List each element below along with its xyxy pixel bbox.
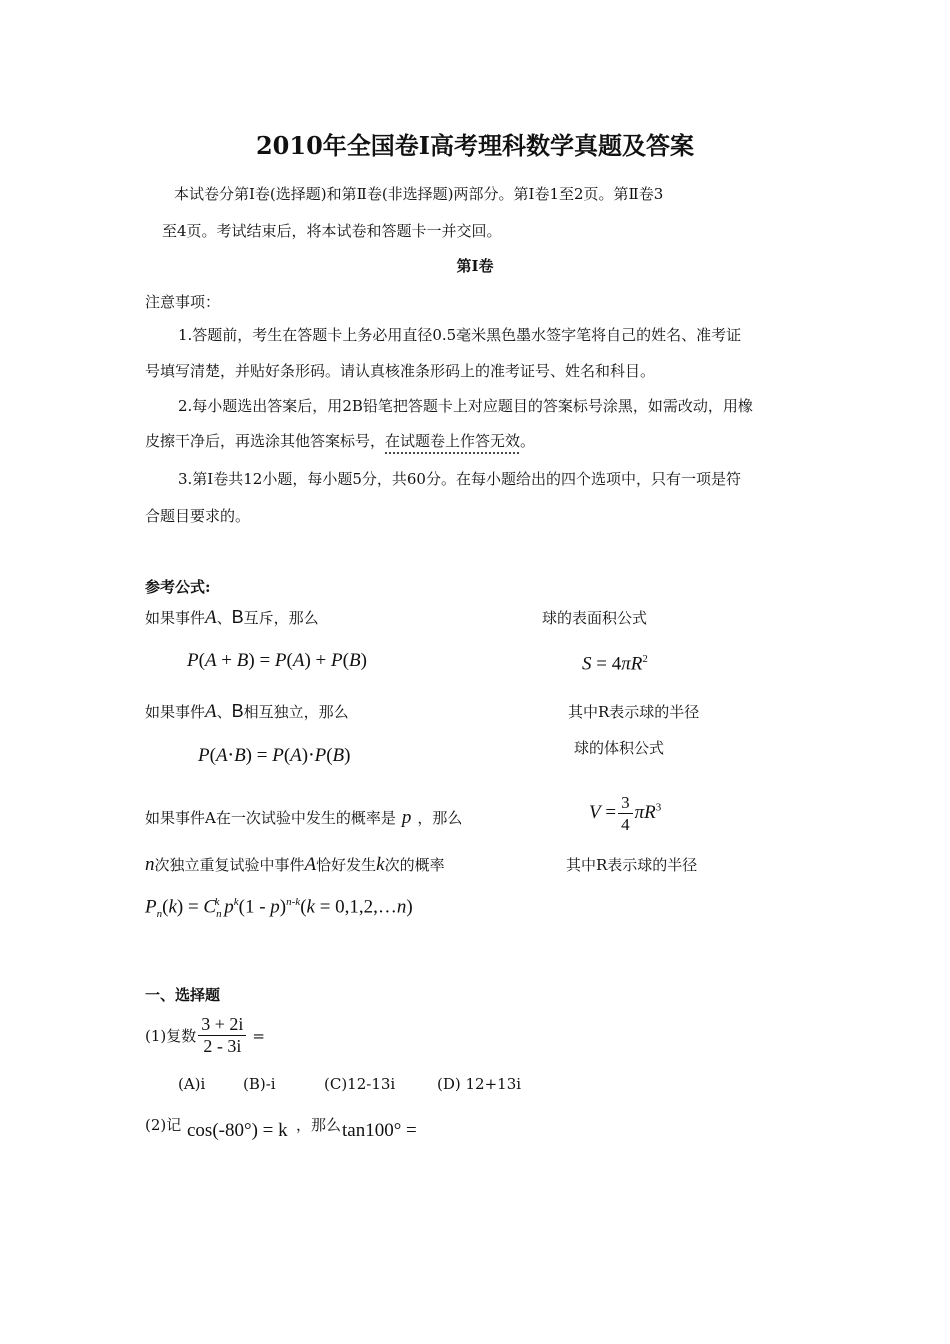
question-2-condition: cos(-80°) = k <box>187 1120 288 1141</box>
note-3-line-2: 合题目要求的。 <box>145 507 251 525</box>
probability-condition: 如果事件A在一次试验中发生的概率是 p ，那么 <box>145 807 463 828</box>
note-2-text: 皮擦干净后，再选涂其他答案标号， <box>145 432 386 450</box>
question-1: (1)复数 $\frac{3 + 2i}{2 - 3i}$ = <box>145 1014 265 1056</box>
multiplication-formula: P(A⋅B) = P(A)⋅P(B) <box>198 745 351 766</box>
binomial-condition: n次独立重复试验中事件A恰好发生k次的概率 <box>145 854 445 875</box>
page-title: 2010年全国卷Ⅰ高考理科数学真题及答案 <box>255 131 695 160</box>
question-1-option-a: (A)i <box>178 1075 206 1093</box>
note-2-end: 。 <box>520 432 536 450</box>
question-1-option-c: (C)12-13i <box>324 1075 396 1093</box>
radius-note-1: 其中R表示球的半径 <box>568 703 700 721</box>
notes-heading: 注意事项： <box>145 293 221 311</box>
radius-note-2: 其中R表示球的半径 <box>566 856 698 874</box>
sphere-volume-formula: V = $\frac{3}{4}$ $\pi R^3$ <box>589 793 662 834</box>
question-2-connector: ，那么 <box>296 1116 342 1134</box>
question-1-option-d: (D) 12+13i <box>437 1075 522 1093</box>
note-2-line-2 <box>145 430 535 451</box>
note-1-line-2: 号填写清楚，并贴好条形码。请认真核准条形码上的准考证号、姓名和科目。 <box>145 362 656 380</box>
addition-formula: P(A + B) = P(A) + P(B) <box>187 650 367 671</box>
question-2-target: tan100° = <box>342 1120 417 1141</box>
question-1-label: (1)复数 <box>145 1027 197 1045</box>
question-2-label: (2)记 <box>145 1116 182 1134</box>
mutex-condition: 如果事件A、B互斥，那么 <box>145 607 319 628</box>
formula-heading: 参考公式: <box>145 578 211 596</box>
intro-line-1: 本试卷分第Ⅰ卷(选择题)和第Ⅱ卷(非选择题)两部分。第Ⅰ卷1至2页。第Ⅱ卷3 <box>174 185 664 203</box>
binomial-formula: $P_n(k) = C_n^k$ $p^k(1 - p)^{n-k}(k$ = 0,1,2,…n) <box>145 896 413 921</box>
note-2-line-1: 2.每小题选出答案后，用2B铅笔把答题卡上对应题目的答案标号涂黑，如需改动，用橡 <box>178 397 753 415</box>
question-1-fraction: $\frac{3 + 2i}{2 - 3i}$ <box>198 1014 246 1057</box>
sphere-volume-label: 球的体积公式 <box>574 739 665 757</box>
question-1-option-b: (B)-i <box>243 1075 276 1093</box>
emphasis-warning: 在试题卷上作答无效 <box>385 432 521 450</box>
sphere-area-label: 球的表面积公式 <box>542 609 648 627</box>
sphere-area-formula: $S = 4\pi R^2$ <box>582 653 648 675</box>
independence-condition: 如果事件A、B相互独立，那么 <box>145 701 349 722</box>
choice-section-heading: 一、选择题 <box>145 986 221 1004</box>
section-heading-part1: 第Ⅰ卷 <box>456 257 494 275</box>
note-1-line-1: 1.答题前，考生在答题卡上务必用直径0.5毫米黑色墨水签字笔将自己的姓名、准考证 <box>178 326 742 344</box>
intro-line-2: 至4页。考试结束后，将本试卷和答题卡一并交回。 <box>162 222 502 240</box>
note-3-line-1: 3.第Ⅰ卷共12小题，每小题5分，共60分。在每小题给出的四个选项中，只有一项是符 <box>178 470 741 488</box>
